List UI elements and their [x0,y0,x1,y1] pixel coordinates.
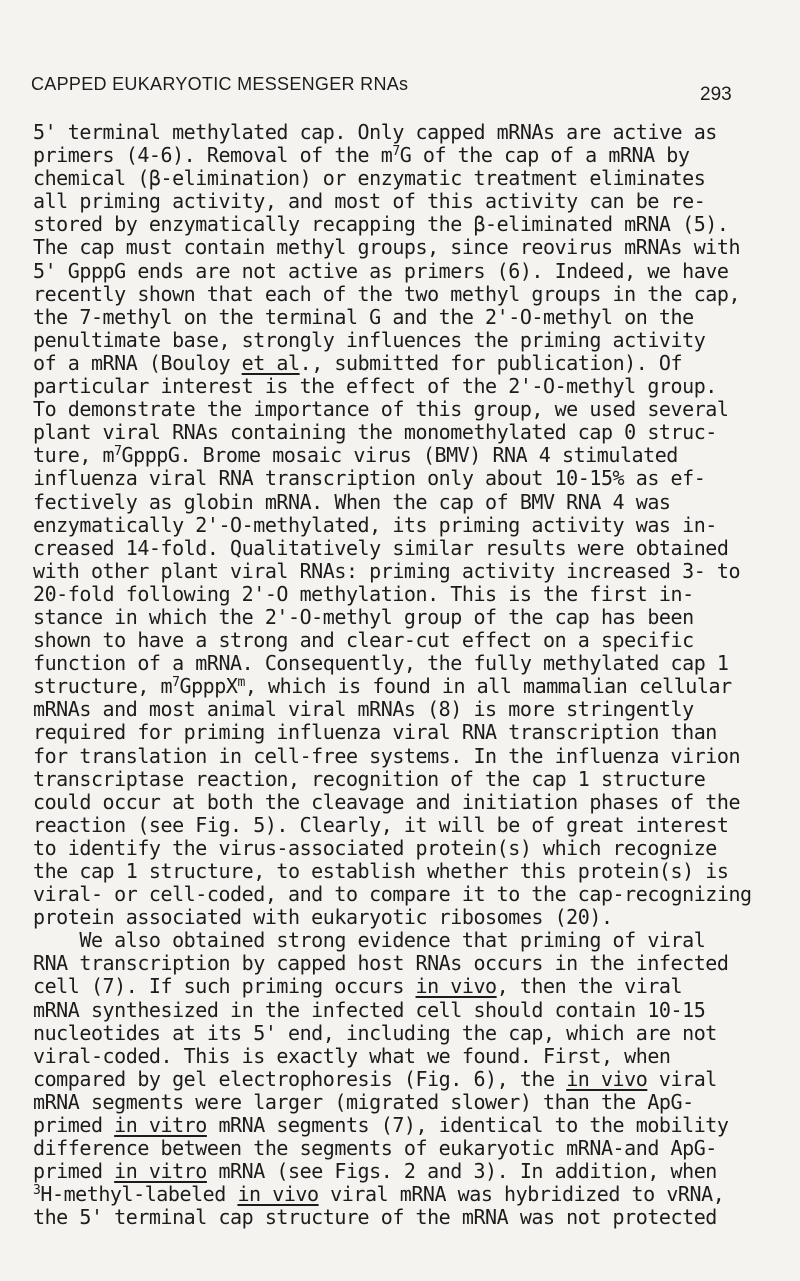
text-run: structure, m [33,674,173,699]
text-line [33,768,773,791]
text-run: chemical (β-elimination) or enzymatic treatment eliminates [33,166,706,191]
text-run: enzymatically 2'-O-methylated, its priming activity was in- [33,512,717,537]
text-run: could occur at both the cleavage and initiation phases of the [33,789,741,814]
text-run: The cap must contain methyl groups, since reovirus mRNAs with [33,235,741,260]
text-run: influenza viral RNA transcription only about 10-15% as ef- [33,466,706,491]
text-line [33,745,773,768]
text-run: G of the cap of a mRNA by [399,143,690,168]
text-run: viral- or cell-coded, and to compare it to the cap-recognizing [33,882,752,907]
text-line [33,1137,773,1160]
text-run: mRNA segments were larger (migrated slower) than the ApG- [33,1089,694,1114]
text-line [33,537,773,560]
text-line [33,906,773,929]
text-line [33,814,773,837]
text-line [33,421,773,444]
text-run: primed [33,1159,115,1184]
text-line [33,144,773,167]
text-line [33,444,773,467]
text-run: protein associated with eukaryotic ribosomes (20). [33,905,613,930]
text-line [33,560,773,583]
text-run: compared by gel electrophoresis (Fig. 6), the [33,1066,567,1091]
text-line [33,467,773,490]
text-run: function of a mRNA. Consequently, the fully methylated cap 1 [33,651,729,676]
text-line [33,1068,773,1091]
text-line [33,260,773,283]
underlined-term: et al [241,350,300,375]
text-run: viral mRNA was hybridized to vRNA, [318,1182,725,1207]
text-run: GpppG. Brome mosaic virus (BMV) RNA 4 stimulated [121,443,678,468]
text-run: stance in which the 2'-O-methyl group of the cap has been [33,604,694,629]
page-number: 293 [700,84,732,105]
text-line [33,952,773,975]
text-line [33,606,773,629]
text-run: To demonstrate the importance of this group, we used several [33,397,729,422]
text-line [33,491,773,514]
text-line [33,652,773,675]
text-run: 5' terminal methylated cap. Only capped mRNAs are active as [33,120,717,144]
text-run: recently shown that each of the two methyl groups in the cap, [33,281,741,306]
text-run: , then the viral [496,974,683,999]
text-line [33,999,773,1022]
text-run: mRNA synthesized in the infected cell should contain 10-15 [33,997,706,1022]
running-head: CAPPED EUKARYOTIC MESSENGER RNAs [31,74,409,94]
text-line [33,698,773,721]
text-run: the 7-methyl on the terminal G and the 2'-O-methyl on the [33,304,694,329]
superscript: 7 [172,675,180,691]
text-run: penultimate base, strongly influences the priming activity [33,327,706,352]
text-run: transcriptase reaction, recognition of the cap 1 structure [33,766,706,791]
text-line [33,352,773,375]
text-run: RNA transcription by capped host RNAs occurs in the infected [33,951,729,976]
text-line [33,190,773,213]
text-line [33,883,773,906]
text-run: the cap 1 structure, to establish whether this protein(s) is [33,859,729,883]
text-run: cell (7). If such priming occurs [33,974,416,999]
text-line [33,929,773,952]
superscript: 7 [392,144,400,160]
underlined-term: in vivo [566,1066,648,1091]
text-line [33,375,773,398]
superscript: 7 [114,444,122,460]
text-run: ., submitted for publication). Of [299,350,683,375]
text-line [33,121,773,144]
text-run: required for priming influenza viral RNA transcription than [33,720,717,745]
text-run: particular interest is the effect of the 2'-O-methyl group. [33,374,717,399]
text-run: We also obtained strong evidence that priming of viral [33,928,706,953]
text-line [33,236,773,259]
text-run: to identify the virus-associated protein(s) which recognize [33,835,717,860]
text-run: , which is found in all mammalian cellular [244,674,732,699]
text-run: ture, m [33,443,115,468]
text-line [33,1114,773,1137]
text-run: nucleotides at its 5' end, including the cap, which are not [33,1020,717,1045]
text-run: viral-coded. This is exactly what we found. First, when [33,1043,671,1068]
text-line [33,1206,773,1229]
underlined-term: in vivo [415,974,497,999]
text-line [33,1091,773,1114]
text-line [33,306,773,329]
text-line [33,721,773,744]
text-run: all priming activity, and most of this activity can be re- [33,189,706,214]
text-run: stored by enzymatically recapping the β-eliminated mRNA (5). [33,212,729,237]
text-line [33,975,773,998]
text-line [33,1022,773,1045]
text-run: primed [33,1113,115,1138]
underlined-term: in vitro [114,1159,207,1184]
text-line [33,1160,773,1183]
text-run: creased 14-fold. Qualitatively similar results were obtained [33,535,729,560]
text-line [33,1183,773,1206]
text-line [33,675,773,698]
text-line [33,837,773,860]
text-run: GpppX [179,674,238,699]
text-run: for translation in cell-free systems. In the influenza virion [33,743,741,768]
underlined-term: in vitro [114,1113,207,1138]
text-run: primers (4-6). Removal of the m [33,143,393,168]
text-run: of a mRNA (Bouloy [33,350,242,375]
text-run: reaction (see Fig. 5). Clearly, it will be of great interest [33,812,729,837]
text-line [33,583,773,606]
text-line [33,514,773,537]
text-run: fectively as globin mRNA. When the cap of BMV RNA 4 was [33,489,671,514]
text-line [33,283,773,306]
text-line [33,167,773,190]
text-run: mRNA (see Figs. 2 and 3). In addition, when [206,1159,717,1184]
body-text [33,121,773,1230]
text-line [33,213,773,236]
superscript: m [237,675,245,691]
text-line [33,860,773,883]
superscript: 3 [33,1183,41,1199]
text-line [33,791,773,814]
text-run: viral [647,1066,717,1091]
text-run: shown to have a strong and clear-cut effect on a specific [33,628,694,653]
text-run: H-methyl-labeled [40,1182,238,1207]
text-run: difference between the segments of eukaryotic mRNA-and ApG- [33,1136,717,1161]
text-line [33,329,773,352]
text-run: with other plant viral RNAs: priming activity increased 3- to [33,558,741,583]
text-line [33,629,773,652]
underlined-term: in vivo [237,1182,319,1207]
text-run: mRNA segments (7), identical to the mobility [206,1113,729,1138]
text-line [33,1045,773,1068]
text-run: 20-fold following 2'-O methylation. This is the first in- [33,581,694,606]
text-run: plant viral RNAs containing the monomethylated cap 0 struc- [33,420,717,445]
text-line [33,398,773,421]
text-run: the 5' terminal cap structure of the mRNA was not protected [33,1205,717,1230]
text-run: 5' GpppG ends are not active as primers (6). Indeed, we have [33,258,729,283]
text-run: mRNAs and most animal viral mRNAs (8) is more stringently [33,697,694,722]
